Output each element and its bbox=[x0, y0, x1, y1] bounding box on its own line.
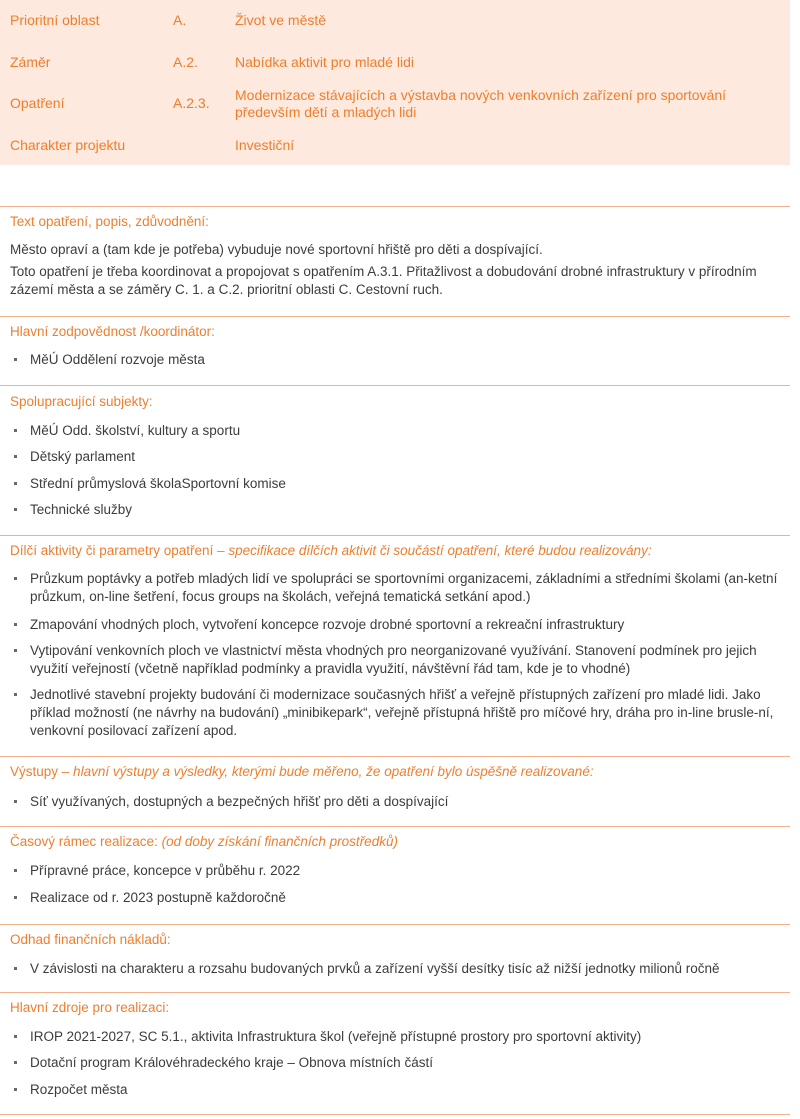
header-code: A. bbox=[173, 12, 187, 28]
bullet-icon bbox=[14, 482, 17, 485]
bullet-icon bbox=[14, 577, 17, 580]
section-title-subtitle: – hlavní výstupy a výsledky, kterými bude měřeno, že opatření bylo úspěšně realizované: bbox=[61, 764, 594, 779]
section-title bbox=[10, 833, 398, 850]
description-paragraph: Toto opatření je třeba koordinovat a propojovat s opatřením A.3.1. Přitažlivost a dobudování drobné infrastruktury v přírodním zázemí města a se záměry C. 1. a C.2. prioritní oblasti C. Cestovní ruch. bbox=[10, 264, 757, 297]
section-title-main: Výstupy bbox=[10, 764, 59, 779]
section-title: Spolupracující subjekty: bbox=[10, 394, 153, 409]
header-label: Charakter projektu bbox=[10, 137, 126, 153]
bottom-divider bbox=[0, 1114, 790, 1115]
bullet-icon bbox=[14, 623, 17, 626]
header-value: Investiční bbox=[235, 137, 295, 153]
section-timeframe: Časový rámec realizace: (od doby získání finančních prostředků) Přípravné práce, koncepce v průběhu r. 2022 Realizace od r. 2023 postupně každoročně bbox=[0, 826, 790, 925]
section-partners: Spolupracující subjekty: MěÚ Odd. školství, kultury a sportu Dětský parlament Střední průmyslová školaSportovní komise Technické služby bbox=[0, 385, 790, 536]
header-code: A.2. bbox=[173, 54, 198, 70]
bullet-icon bbox=[14, 649, 17, 652]
section-activities: Dílčí aktivity či parametry opatření – specifikace dílčích aktivit či součástí opatření, které budou realizovány: Průzkum poptávky a potřeb mladých lidí ve spolupráci se sportovními organizacemi, základními a středními školami (an-ketní průzkum, on-line šetření, focus groups na školách, veřejná tematická setkání apod.) Zmapování vhodných ploch, vytvoření koncepce rozvoje drobné sportovní a rekreační infrastruktury Vytipování venkovních ploch ve vlastnictví města vhodných pro neorganizované využívání. Stanovení podmínek pro jejich využití veřejností (včetně například podmínky a pravidla využití, návštěvní řád tam, kde je to vhodné) Jednotlivé stavební projekty budování či modernizace současných hřišť a veřejně přístupných zařízení pro mladé lidi. Jako příklad možností (ne návrhy na budování) „minibikepark“, veřejně přístupná hřiště pro míčové hry, dráha pro in-line brusle-ní, venkovní posilovací zařízení apod. bbox=[0, 535, 790, 753]
section-outputs: Výstupy – hlavní výstupy a výsledky, kterými bude měřeno, že opatření bylo úspěšně realizované: Síť využívaných, dostupných a bezpečných hřišť pro děti a dospívající bbox=[0, 756, 790, 827]
section-sources: Hlavní zdroje pro realizaci: IROP 2021-2027, SC 5.1., aktivita Infrastruktura škol (veřejně přístupné prostory pro sportovní aktivity) Dotační program Královéhradeckého kraje – Obnova místních částí Rozpočet města bbox=[0, 992, 790, 1115]
bullet-icon bbox=[14, 896, 17, 899]
bullet-icon bbox=[14, 800, 17, 803]
header-value: Nabídka aktivit pro mladé lidi bbox=[235, 54, 414, 70]
bullet-icon bbox=[14, 455, 17, 458]
bullet-icon bbox=[14, 1088, 17, 1091]
bullet-icon bbox=[14, 1035, 17, 1038]
header-value: Modernizace stávajících a výstavba nových venkovních zařízení pro sportování především dětí a mladých lidi bbox=[235, 87, 727, 120]
section-title-subtitle: – specifikace dílčích aktivit či součástí opatření, které budou realizovány: bbox=[217, 543, 652, 558]
header-value: Život ve městě bbox=[235, 12, 327, 28]
section-title bbox=[10, 763, 594, 780]
section-responsibility: Hlavní zodpovědnost /koordinátor: MěÚ Oddělení rozvoje města bbox=[0, 316, 790, 385]
bullet-icon bbox=[14, 508, 17, 511]
section-title: Text opatření, popis, zdůvodnění: bbox=[10, 214, 209, 229]
header-label: Opatření bbox=[10, 95, 65, 111]
bullet-icon bbox=[14, 869, 17, 872]
description-paragraph: Město opraví a (tam kde je potřeba) vybuduje nové sportovní hřiště pro děti a dospívající. bbox=[10, 242, 543, 257]
header-code: A.2.3. bbox=[173, 95, 210, 111]
bullet-icon bbox=[14, 429, 17, 432]
bullet-icon bbox=[14, 358, 17, 361]
section-description bbox=[0, 206, 790, 317]
section-title-subtitle: (od doby získání finančních prostředků) bbox=[161, 834, 398, 849]
section-title: Hlavní zdroje pro realizaci: bbox=[10, 1000, 170, 1015]
section-costs: Odhad finančních nákladů: V závislosti na charakteru a rozsahu budovaných prvků a zařízení vyšší desítky tisíc až nižší jednotky milionů ročně bbox=[0, 924, 790, 993]
header-label: Prioritní oblast bbox=[10, 12, 100, 28]
section-title-main: Časový rámec realizace: bbox=[10, 834, 158, 849]
section-title: Odhad finančních nákladů: bbox=[10, 932, 171, 947]
section-title bbox=[10, 542, 652, 559]
section-title-main: Dílčí aktivity či parametry opatření bbox=[10, 543, 214, 558]
bullet-icon bbox=[14, 693, 17, 696]
bullet-icon bbox=[14, 1061, 17, 1064]
section-title: Hlavní zodpovědnost /koordinátor: bbox=[10, 324, 215, 339]
bullet-icon bbox=[14, 967, 17, 970]
header-label: Záměr bbox=[10, 54, 51, 70]
project-header-table bbox=[0, 0, 790, 165]
